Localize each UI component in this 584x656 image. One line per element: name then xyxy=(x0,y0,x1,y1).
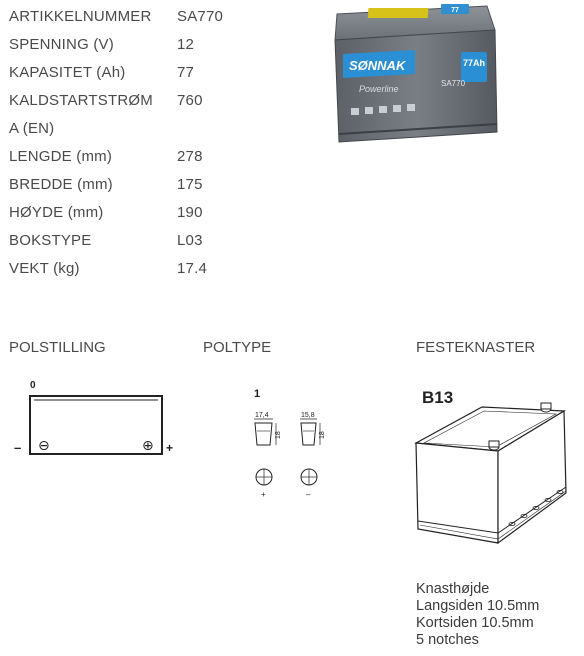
polstilling-code: 0 xyxy=(30,380,36,391)
spec-label: A (EN) xyxy=(9,120,55,137)
festeknaster-code: B13 xyxy=(422,388,454,407)
spec-label: ARTIKKELNUMMER xyxy=(9,8,152,25)
spec-row-height xyxy=(9,199,309,227)
festeknaster-notes xyxy=(416,581,539,649)
spec-row-article xyxy=(9,3,309,31)
heading-poltype: POLTYPE xyxy=(203,339,272,356)
plus-sign: + xyxy=(166,441,174,455)
pos-height: 18 xyxy=(275,431,282,439)
festeknaster-diagram xyxy=(410,383,574,549)
spec-value: 12 xyxy=(177,36,195,53)
spec-row-cold-start xyxy=(9,87,309,115)
spec-row-cold-start-unit xyxy=(9,115,309,143)
minus-sign: – xyxy=(14,440,22,455)
note-line: 5 notches xyxy=(416,632,479,648)
negative-post-icon xyxy=(301,423,316,445)
brand-logo: SØNNAK xyxy=(349,58,406,73)
note-line: Langsiden 10.5mm xyxy=(416,598,540,614)
spec-label: KAPASITET (Ah) xyxy=(9,64,126,81)
heading-festeknaster: FESTEKNASTER xyxy=(416,339,536,356)
positive-terminal-icon: ⊕ xyxy=(142,437,154,453)
capacity-badge-text: 77Ah xyxy=(462,58,486,68)
battery-front-face xyxy=(416,443,498,543)
poltype-code: 1 xyxy=(254,388,261,400)
product-line: Powerline xyxy=(359,84,399,94)
polstilling-diagram xyxy=(12,378,182,458)
positive-post-icon xyxy=(255,423,272,445)
spec-label: BOKSTYPE xyxy=(9,232,92,249)
spec-value: 190 xyxy=(177,204,203,221)
spec-row-voltage xyxy=(9,31,309,59)
note-line: Kortsiden 10.5mm xyxy=(416,615,534,631)
spec-value: 278 xyxy=(177,148,203,165)
note-line: Knasthøjde xyxy=(416,581,490,597)
spec-label: SPENNING (V) xyxy=(9,36,114,53)
pos-diameter: 17,4 xyxy=(255,412,269,419)
spec-row-capacity xyxy=(9,59,309,87)
lid-warning-label xyxy=(368,8,429,18)
spec-value: SA770 xyxy=(177,8,224,25)
positive-sign: + xyxy=(261,490,266,499)
spec-label: VEKT (kg) xyxy=(9,260,80,277)
heading-polstilling: POLSTILLING xyxy=(9,339,106,356)
negative-terminal-icon: ⊖ xyxy=(38,437,50,453)
spec-row-width xyxy=(9,171,309,199)
spec-value: 175 xyxy=(177,176,203,193)
lid-badge-text: 77 xyxy=(451,7,459,14)
spec-label: LENGDE (mm) xyxy=(9,148,113,165)
spec-row-box-type xyxy=(9,227,309,255)
battery-product-image xyxy=(329,0,499,145)
model-number: SA770 xyxy=(441,79,466,88)
spec-label: HØYDE (mm) xyxy=(9,204,104,221)
negative-sign: – xyxy=(306,490,311,499)
spec-table xyxy=(9,3,309,283)
spec-value: 17.4 xyxy=(177,260,207,277)
spec-label: KALDSTARTSTRØM xyxy=(9,92,153,109)
neg-height: 18 xyxy=(319,431,326,439)
spec-label: BREDDE (mm) xyxy=(9,176,113,193)
spec-row-weight xyxy=(9,255,309,283)
spec-value: 77 xyxy=(177,64,195,81)
poltype-diagram xyxy=(240,383,350,503)
spec-value: L03 xyxy=(177,232,203,249)
neg-diameter: 15,8 xyxy=(301,412,315,419)
spec-value: 760 xyxy=(177,92,203,109)
spec-row-length xyxy=(9,143,309,171)
